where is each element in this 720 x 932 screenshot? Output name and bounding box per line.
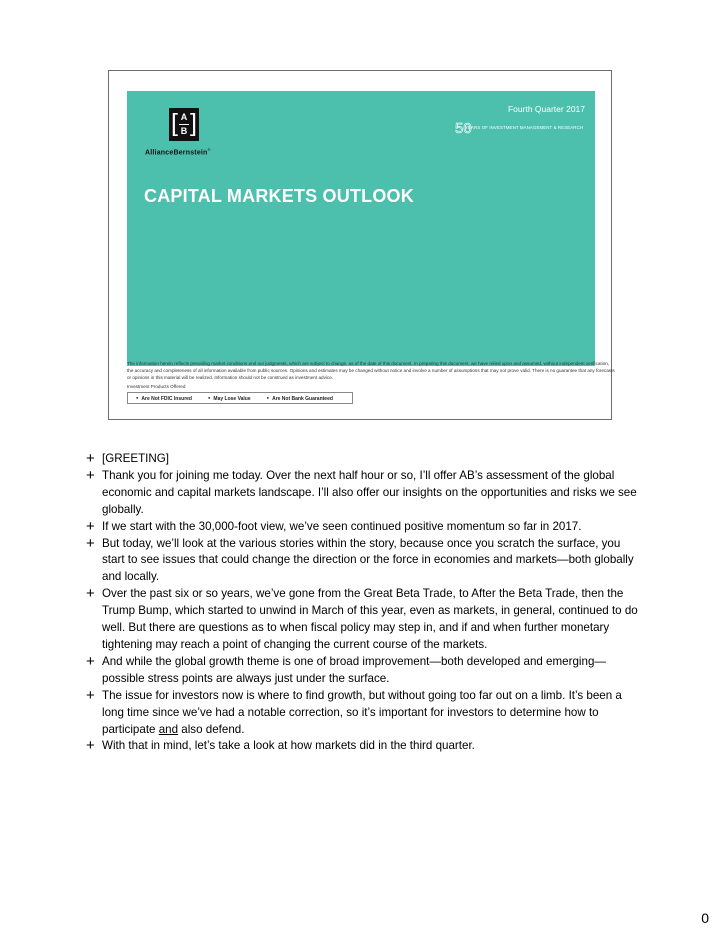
logo-letter-a: A bbox=[180, 112, 188, 122]
product-item: ● Are Not FDIC Insured bbox=[136, 395, 192, 402]
note-item: + [GREETING] bbox=[86, 450, 169, 467]
note-item: + The issue for investors now is where to find growth, but without going too far out on a limb. It’s been a long time since we’ve had a notable correction, so it’s important for investors to determine how to participate and also defend. bbox=[86, 686, 622, 736]
product-item: ● Are Not Bank Guaranteed bbox=[267, 395, 333, 402]
plus-bullet-icon: + bbox=[86, 737, 95, 755]
plus-bullet-icon: + bbox=[86, 534, 95, 552]
slide-title: CAPITAL MARKETS OUTLOOK bbox=[144, 186, 414, 206]
fifty-numeral: 50 bbox=[455, 120, 472, 137]
disclaimer-text: The information herein reflects prevailing market conditions and our judgments, which are subject to change, as of the date of this document. In preparing this document, we have relied upon and assumed, without independent verification, the accuracy and completeness of all information available from public sources. Opinions and estimates may be changed without notice and involve a number of assumptions that may not prove valid. There is no guarantee that any forecasts or opinions in this material will be realized. Information should not be construed as investment advice. bbox=[127, 361, 615, 380]
brand-name: AllianceBernstein® bbox=[145, 147, 211, 157]
plus-bullet-icon: + bbox=[86, 450, 95, 467]
title-slide bbox=[127, 91, 595, 366]
note-item: + If we start with the 30,000-foot view, we’ve seen continued positive momentum so far in 2017. bbox=[86, 517, 582, 535]
speaker-notes bbox=[86, 451, 646, 755]
anniversary-mark bbox=[455, 120, 591, 136]
plus-bullet-icon: + bbox=[86, 466, 95, 484]
products-label: Investment Products Offered bbox=[127, 384, 186, 389]
note-item: + With that in mind, let’s take a look at how markets did in the third quarter. bbox=[86, 737, 475, 755]
page-number: 0 bbox=[701, 910, 709, 926]
slide-thumbnail bbox=[108, 70, 615, 420]
plus-bullet-icon: + bbox=[86, 652, 95, 670]
plus-bullet-icon: + bbox=[86, 585, 95, 603]
note-item: + Thank you for joining me today. Over the next half hour or so, I’ll offer AB’s assessment of the global economic and capital markets landscape. I’ll also offer our insights on the opportunities and risks we see globally. bbox=[86, 466, 637, 516]
product-item: ● May Lose Value bbox=[208, 395, 251, 402]
plus-bullet-icon: + bbox=[86, 517, 95, 535]
note-item: + And while the global growth theme is one of broad improvement—both developed and emerging—possible stress points are always just under the surface. bbox=[86, 652, 606, 685]
plus-bullet-icon: + bbox=[86, 686, 95, 704]
ab-logo: [ ] A B bbox=[169, 108, 199, 141]
note-item: + Over the past six or so years, we’ve gone from the Great Beta Trade, to After the Beta Trade, then the Trump Bump, which started to unwind in March of this year, even as markets, in general, continued to do well. But there are questions as to when fiscal policy may step in, and if and when further monetary tightening may reach a point of changing the current course of the markets. bbox=[86, 585, 638, 651]
anniversary-text: YEARS OF INVESTMENT MANAGEMENT & RESEARCH bbox=[465, 125, 584, 130]
products-box bbox=[127, 392, 353, 404]
logo-letter-b: B bbox=[180, 126, 188, 136]
note-item: + But today, we’ll look at the various stories within the story, because once you scratch the surface, you start to see issues that could change the direction or the force in economies and markets—both globally and locally. bbox=[86, 534, 634, 584]
quarter-label: Fourth Quarter 2017 bbox=[507, 104, 585, 114]
